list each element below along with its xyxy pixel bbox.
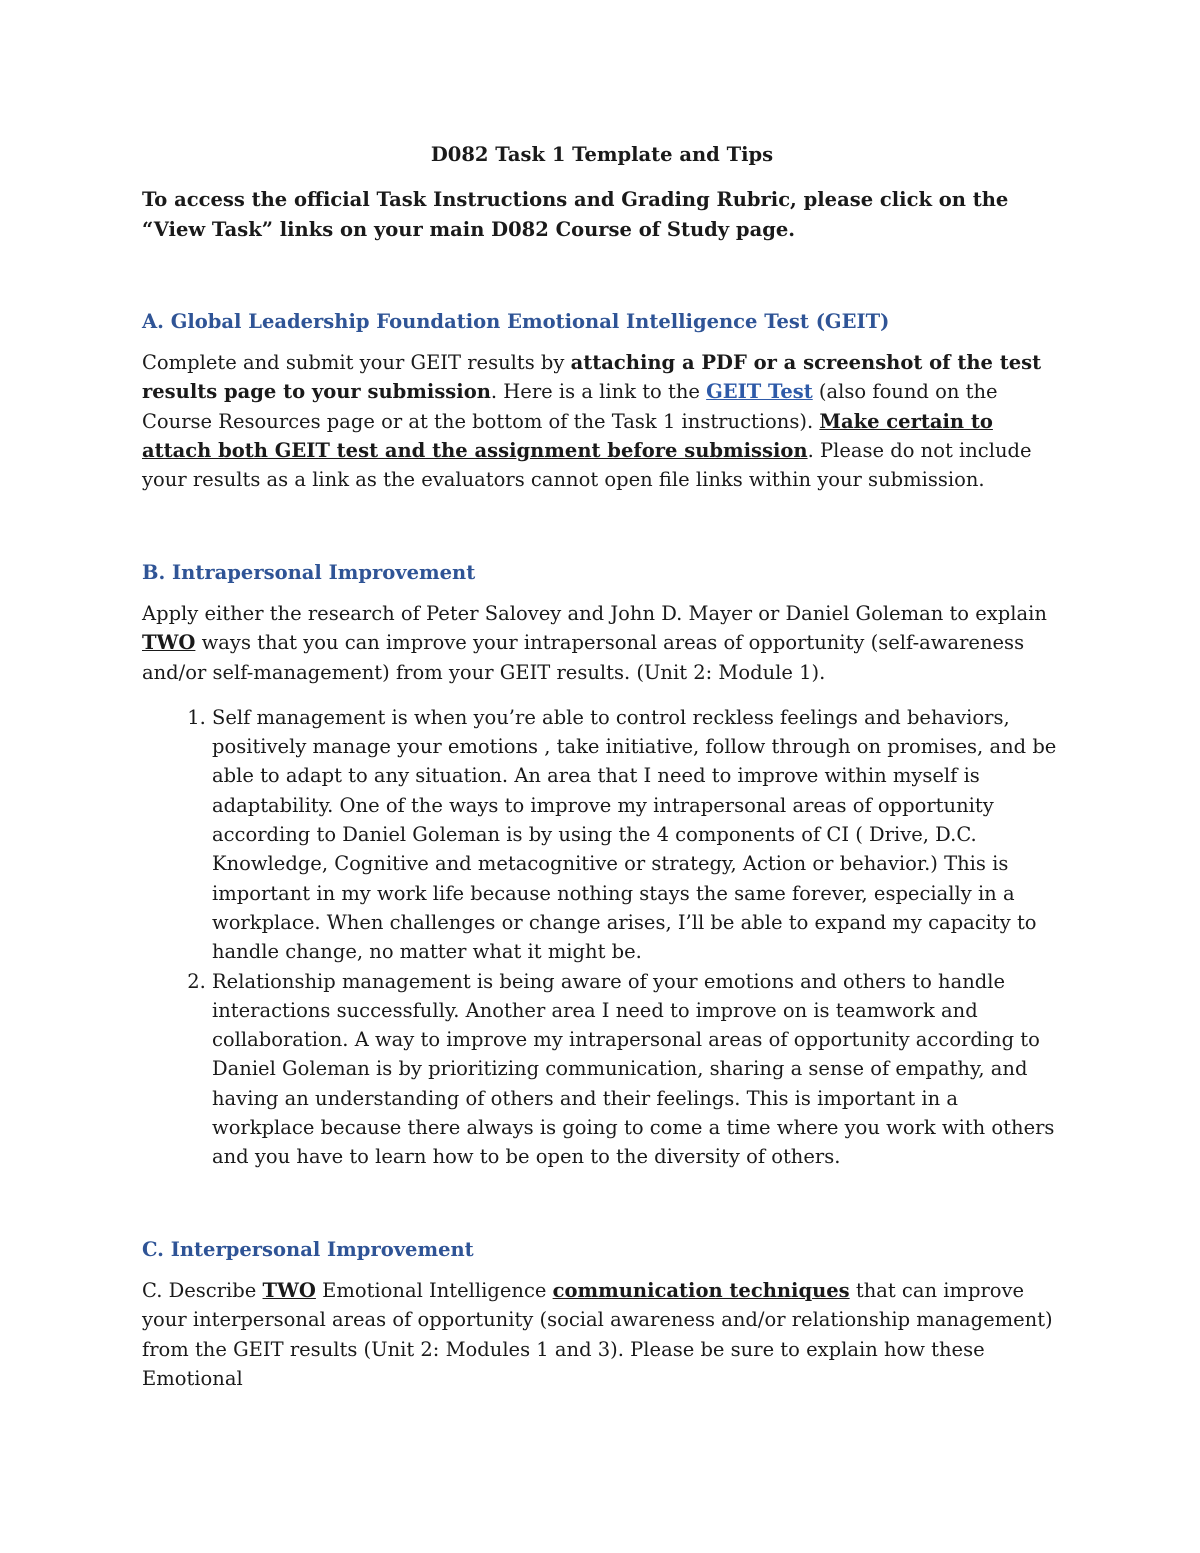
section-b-two-emphasis: TWO (142, 631, 196, 655)
answer-list (142, 703, 1062, 1172)
section-c-text-1: C. Describe (142, 1278, 263, 1302)
section-b-heading: B. Intrapersonal Improvement (142, 560, 476, 584)
section-b-text-1: Apply either the research of Peter Salovey and John D. Mayer or Daniel Goleman to explain (142, 601, 1047, 625)
section-c-paragraph (142, 1276, 1062, 1393)
section-c-communication-techniques: communication techniques (552, 1278, 850, 1302)
section-a-text-1: Complete and submit your GEIT results by (142, 351, 571, 375)
document-title: D082 Task 1 Template and Tips (430, 143, 774, 166)
section-a-paragraph (142, 348, 1062, 494)
section-a-heading: A. Global Leadership Foundation Emotional Intelligence Test (GEIT) (142, 309, 890, 333)
section-a-bold-underline: Make certain to attach both GEIT test and the assignment before submission (142, 409, 993, 463)
answer-item-1: 1. Self management is when you’re able to control reckless feelings and behaviors, positively manage your emotions , take initiative, follow through on promises, and be able to adapt to any situation. An area that I need to improve within myself is adaptability. One of the ways to improve my intrapersonal areas of opportunity according to Daniel Goleman is by using the 4 components of CI ( Drive, D.C. Knowledge, Cognitive and metacognitive or strategy, Action or behavior.) This is important in my work life because nothing stays the same forever, especially in a workplace. When challenges or change arises, I’ll be able to expand my capacity to handle change, no matter what it might be. (212, 703, 1062, 967)
section-c-heading: C. Interpersonal Improvement (142, 1237, 474, 1261)
section-a-text-3: (also found on the Course Resources page or at the bottom of the Task 1 instructions). (142, 380, 998, 433)
section-a-bold-1: attaching a PDF or a screenshot of the test results page to your submission (142, 351, 1042, 404)
section-c-text-3: that can improve your interpersonal areas of opportunity (social awareness and/or relationship management) from the GEIT results (Unit 2: Modules 1 and 3). Please be sure to explain how these Emotional (142, 1278, 1053, 1390)
document-body (142, 140, 1062, 1393)
section-b-paragraph (142, 599, 1062, 687)
intro-paragraph: To access the official Task Instructions and Grading Rubric, please click on the “View Task” links on your main D082 Course of Study page. (142, 188, 1009, 241)
geit-test-link[interactable]: GEIT Test (706, 380, 813, 404)
section-a-text-2: . Here is a link to the (490, 380, 707, 404)
section-c-two-emphasis: TWO (262, 1278, 316, 1302)
answer-item-2: 2. Relationship management is being aware of your emotions and others to handle interactions successfully. Another area I need to improve on is teamwork and collaboration. A way to improve my intrapersonal areas of opportunity according to Daniel Goleman is by prioritizing communication, sharing a sense of empathy, and having an understanding of others and their feelings. This is important in a workplace because there always is going to come a time where you work with others and you have to learn how to be open to the diversity of others. (212, 967, 1062, 1172)
section-c-text-2: Emotional Intelligence (315, 1278, 553, 1302)
section-b-text-2: ways that you can improve your intrapersonal areas of opportunity (self-awareness and/or self-management) from your GEIT results. (Unit 2: Module 1). (142, 631, 1025, 684)
section-a-text-4: . Please do not include your results as a link as the evaluators cannot open file links within your submission. (142, 439, 1032, 492)
